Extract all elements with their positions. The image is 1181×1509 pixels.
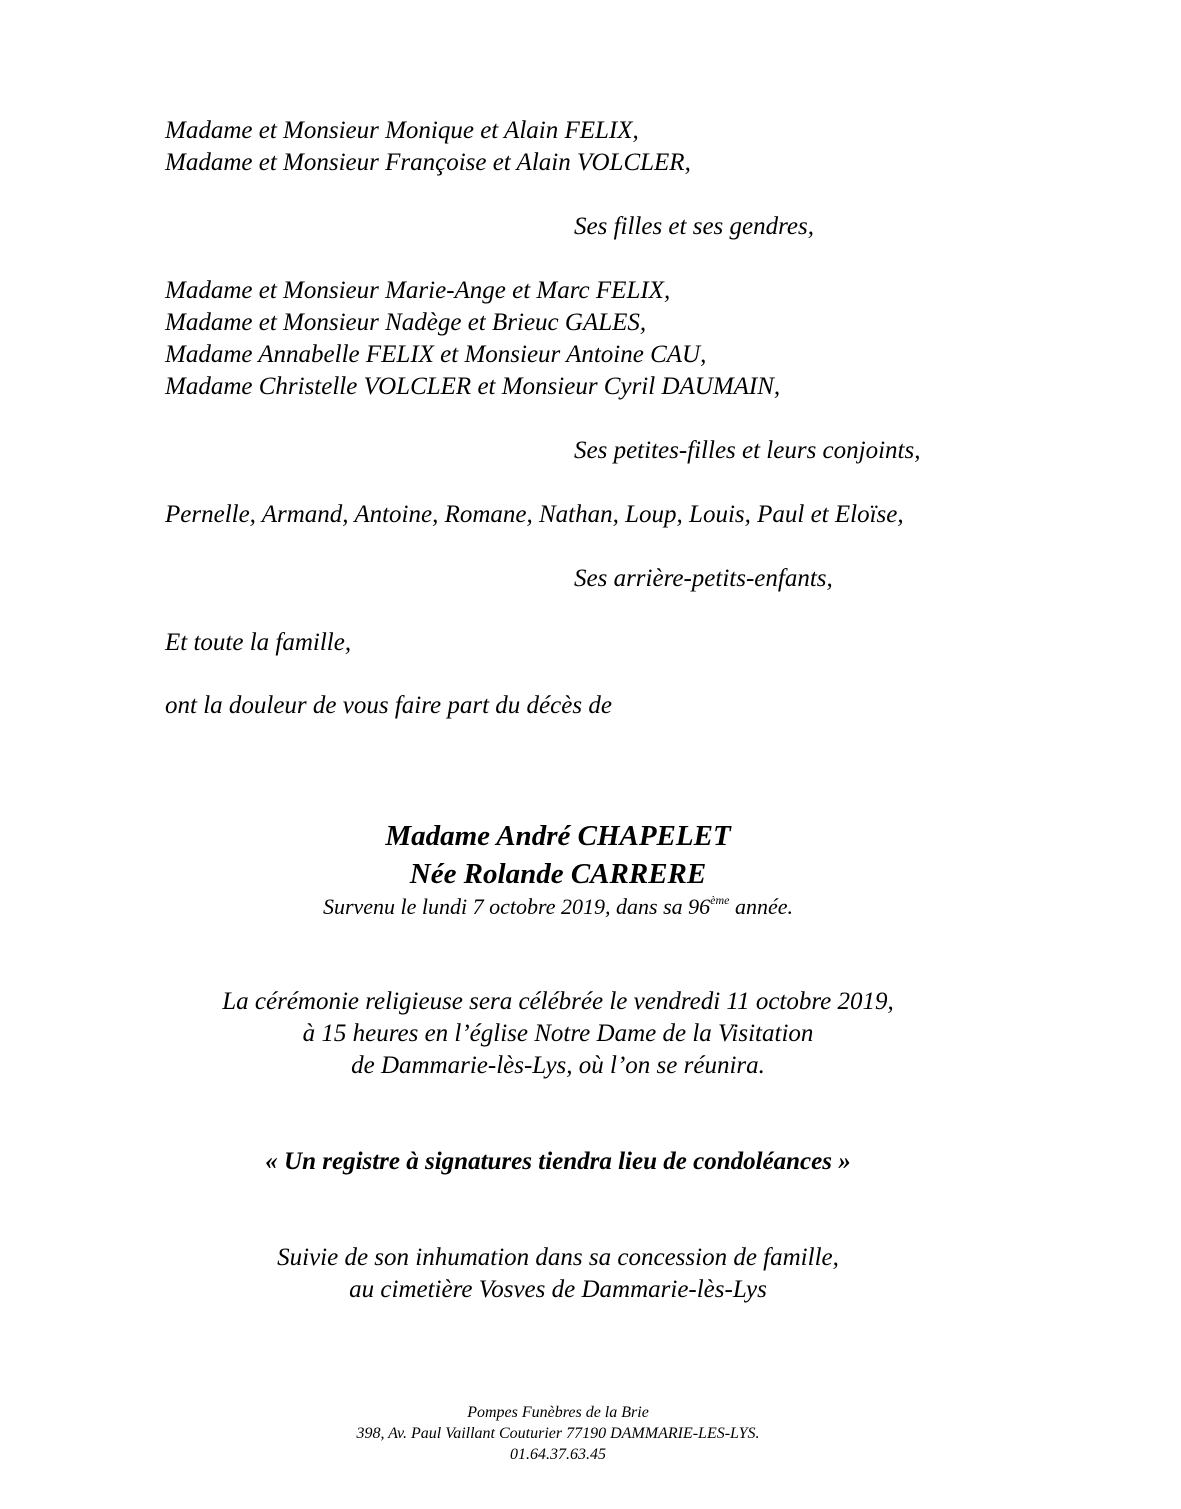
death-date-suffix: année.: [729, 894, 794, 919]
death-date-line: [0, 893, 1116, 921]
deceased-name: Madame André CHAPELET: [385, 820, 731, 852]
deceased-birth-name: Née Rolande CARRERE: [409, 858, 707, 890]
ceremony-line-1: La cérémonie religieuse sera célébrée le vendredi 11 octobre 2019,: [222, 988, 894, 1015]
daughter-line-2: Madame et Monsieur Françoise et Alain VOLCLER,: [165, 149, 691, 176]
funeral-home-name: Pompes Funèbres de la Brie: [467, 1404, 649, 1421]
burial-line-1: Suivie de son inhumation dans sa concession de famille,: [277, 1244, 839, 1271]
register-note: « Un registre à signatures tiendra lieu de condoléances »: [265, 1148, 851, 1175]
announcement-line: ont la douleur de vous faire part du décès de: [165, 692, 612, 719]
death-date-text: Survenu le lundi 7 octobre 2019, dans sa 96: [322, 894, 711, 919]
granddaughter-line-1: Madame et Monsieur Marie-Ange et Marc FELIX,: [165, 277, 671, 304]
granddaughter-line-4: Madame Christelle VOLCLER et Monsieur Cyril DAUMAIN,: [165, 373, 781, 400]
ceremony-line-3: de Dammarie-lès-Lys, où l’on se réunira.: [351, 1052, 765, 1079]
daughters-label: Ses filles et ses gendres,: [574, 213, 815, 240]
granddaughter-line-3: Madame Annabelle FELIX et Monsieur Antoine CAU,: [165, 341, 707, 368]
daughter-line-1: Madame et Monsieur Monique et Alain FELIX,: [165, 117, 639, 144]
burial-line-2: au cimetière Vosves de Dammarie-lès-Lys: [349, 1276, 767, 1303]
ceremony-line-2: à 15 heures en l’église Notre Dame de la Visitation: [302, 1020, 814, 1047]
great-grandchildren-line: Pernelle, Armand, Antoine, Romane, Nathan, Loup, Louis, Paul et Eloïse,: [165, 501, 904, 528]
funeral-home-phone: 01.64.37.63.45: [510, 1446, 606, 1463]
great-grandchildren-label: Ses arrière-petits-enfants,: [574, 565, 833, 592]
funeral-home-address: 398, Av. Paul Vaillant Couturier 77190 DAMMARIE-LES-LYS.: [356, 1425, 760, 1442]
death-date-superscript: ème: [710, 893, 730, 907]
granddaughters-label: Ses petites-filles et leurs conjoints,: [574, 437, 921, 464]
whole-family-line: Et toute la famille,: [165, 629, 352, 656]
granddaughter-line-2: Madame et Monsieur Nadège et Brieuc GALES,: [165, 309, 647, 336]
